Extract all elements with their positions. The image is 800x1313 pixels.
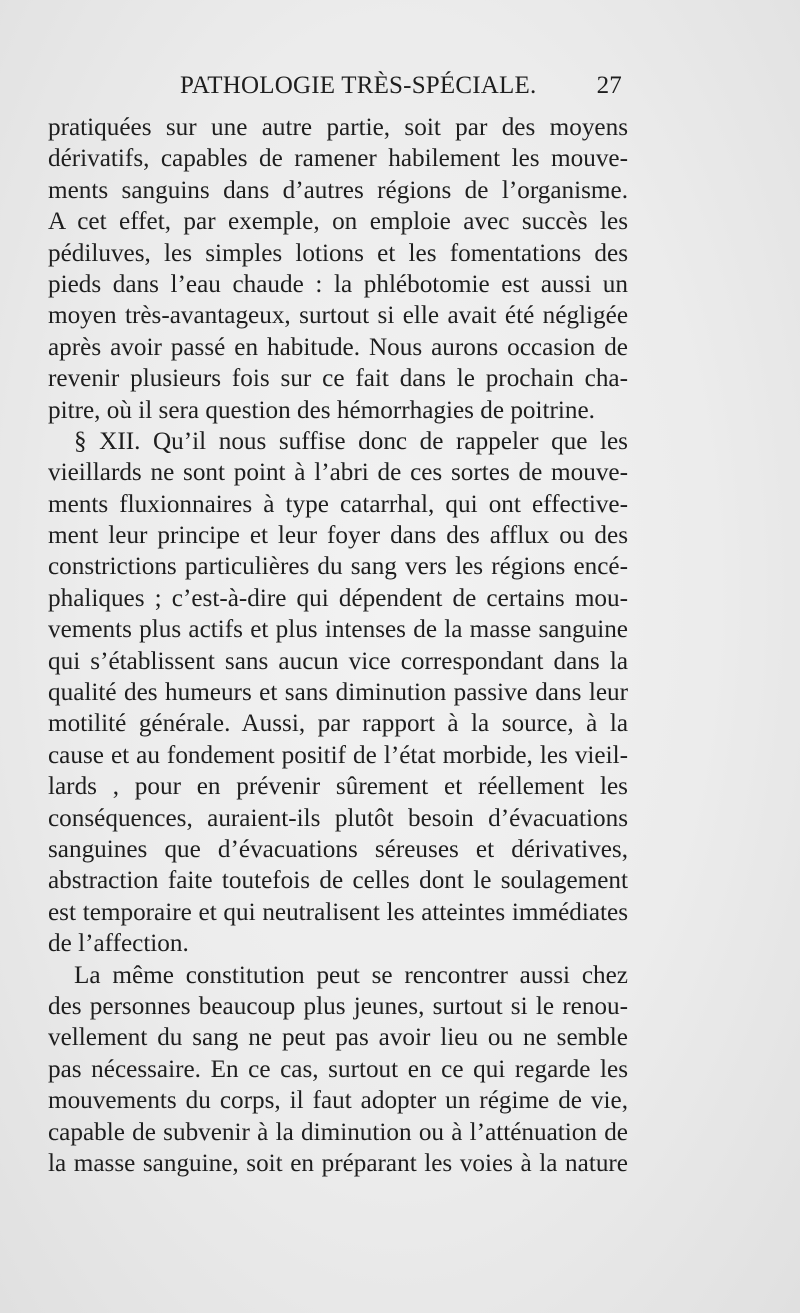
text-line: la masse sanguine, soit en préparant les voies à la nature xyxy=(48,1149,628,1177)
text-line: vellement du sang ne peut pas avoir lieu ou ne semble xyxy=(48,1024,628,1052)
body-text xyxy=(48,112,628,1179)
text-line: capable de subvenir à la diminution ou à l’atténuation de xyxy=(48,1118,628,1146)
text-line: vements plus actifs et plus intenses de la masse sanguine xyxy=(48,616,628,644)
text-line: moyen très-avantageux, surtout si elle avait été négligée xyxy=(48,302,628,330)
text-line: A cet effet, par exemple, on emploie avec succès les xyxy=(48,208,628,236)
text-line: est temporaire et qui neutralisent les atteintes immédiates xyxy=(48,898,628,926)
text-line: ment leur principe et leur foyer dans des afflux ou des xyxy=(48,522,628,550)
text-line: lards , pour en prévenir sûrement et réellement les xyxy=(48,773,628,801)
text-line: ments fluxionnaires à type catarrhal, qui ont effective- xyxy=(48,490,628,518)
text-line: pédiluves, les simples lotions et les fomentations des xyxy=(48,239,628,267)
text-line: motilité générale. Aussi, par rapport à la source, à la xyxy=(48,710,628,738)
text-line: pas nécessaire. En ce cas, surtout en ce qui regarde les xyxy=(48,1055,628,1083)
text-line: qualité des humeurs et sans diminution passive dans leur xyxy=(48,679,628,707)
text-line: sanguines que d’évacuations séreuses et dérivatives, xyxy=(48,835,628,863)
text-line: constrictions particulières du sang vers les régions encé- xyxy=(48,553,628,581)
text-line: de l’affection. xyxy=(48,930,189,958)
text-line: vieillards ne sont point à l’abri de ces sortes de mouve- xyxy=(48,459,628,487)
text-line: après avoir passé en habitude. Nous aurons occasion de xyxy=(48,333,628,361)
running-head xyxy=(180,72,622,106)
text-line: phaliques ; c’est-à-dire qui dépendent de certains mou- xyxy=(48,584,628,612)
text-line: mouvements du corps, il faut adopter un régime de vie, xyxy=(48,1087,628,1115)
text-line: pitre, où il sera question des hémorrhagies de poitrine. xyxy=(48,396,595,424)
text-line: revenir plusieurs fois sur ce fait dans le prochain cha- xyxy=(48,365,628,393)
running-title: PATHOLOGIE TRÈS-SPÉCIALE. xyxy=(180,72,537,99)
text-line: pratiquées sur une autre partie, soit par des moyens xyxy=(48,114,628,141)
text-line: dérivatifs, capables de ramener habilement les mouve- xyxy=(48,145,628,173)
text-line: cause et au fondement positif de l’état morbide, les vieil- xyxy=(48,741,628,769)
text-line: abstraction faite toutefois de celles dont le soulagement xyxy=(48,867,628,895)
text-line: des personnes beaucoup plus jeunes, surtout si le renou- xyxy=(48,992,628,1020)
paragraph-start-line: La même constitution peut se rencontrer aussi chez xyxy=(74,961,628,989)
text-line: qui s’établissent sans aucun vice correspondant dans la xyxy=(48,647,628,675)
text-line: pieds dans l’eau chaude : la phlébotomie est aussi un xyxy=(48,270,628,298)
page-number: 27 xyxy=(596,72,622,99)
section-start-line: § XII. Qu’il nous suffise donc de rappeler que les xyxy=(74,427,628,455)
text-line: ments sanguins dans d’autres régions de l’organisme. xyxy=(48,176,628,204)
text-line: conséquences, auraient-ils plutôt besoin d’évacuations xyxy=(48,804,628,832)
